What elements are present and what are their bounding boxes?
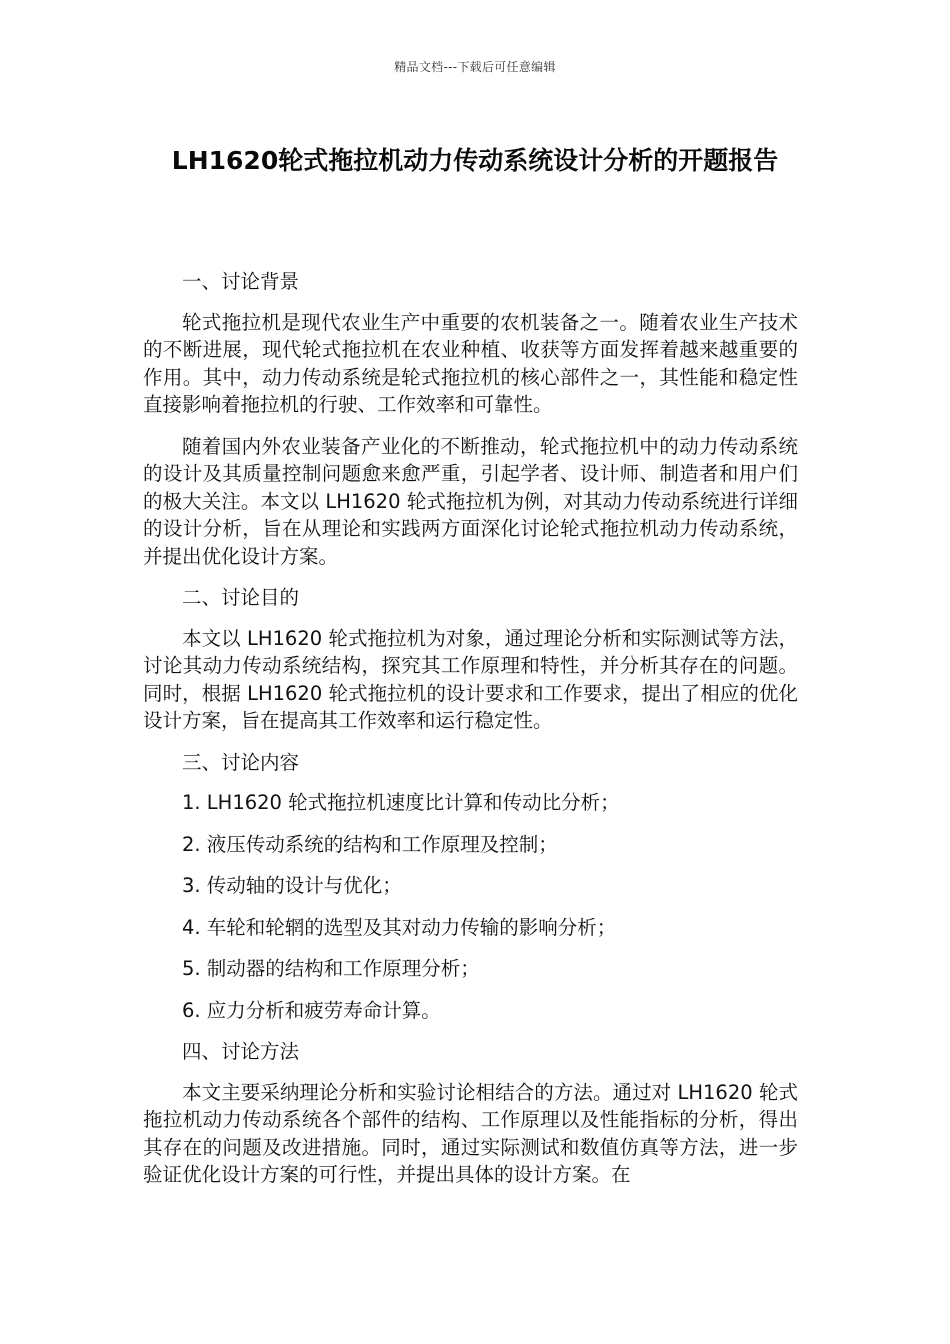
content-list-item-6: 6. 应力分析和疲劳寿命计算。: [182, 998, 441, 1022]
section-heading-background: 一、讨论背景: [182, 270, 300, 293]
content-list-item-1: 1. LH1620 轮式拖拉机速度比计算和传动比分析；: [182, 791, 620, 814]
section-heading-purpose: 二、讨论目的: [182, 586, 300, 609]
content-list-item-2: 2. 液压传动系统的结构和工作原理及控制；: [182, 832, 558, 856]
section-heading-content: 三、讨论内容: [182, 750, 300, 774]
purpose-paragraph: 本文以 LH1620 轮式拖拉机为对象，通过理论分析和实际测试等方法，讨论其动力传动系统结构，探究其工作原理和特性，并分析其存在的问题。同时，根据 LH1620 轮式拖拉机的设计要求和工作要求，提出了相应的优化设计方案，旨在提高其工作效率和运行稳定性。: [143, 626, 798, 732]
document-title: LH1620轮式拖拉机动力传动系统设计分析的开题报告: [171, 146, 779, 175]
background-paragraph-1: 轮式拖拉机是现代农业生产中重要的农机装备之一。随着农业生产技术的不断进展，现代轮式拖拉机在农业种植、收获等方面发挥着越来越重要的作用。其中，动力传动系统是轮式拖拉机的核心部件之一，其性能和稳定性直接影响着拖拉机的行驶、工作效率和可靠性。: [143, 310, 798, 416]
content-list-item-3: 3. 传动轴的设计与优化；: [182, 874, 402, 897]
header-note: 精品文档---下载后可任意编辑: [394, 60, 556, 74]
content-list-item-5: 5. 制动器的结构和工作原理分析；: [182, 957, 480, 980]
background-paragraph-2: 随着国内外农业装备产业化的不断推动，轮式拖拉机中的动力传动系统的设计及其质量控制问题愈来愈严重，引起学者、设计师、制造者和用户们的极大关注。本文以 LH1620 轮式拖拉机为例，对其动力传动系统进行详细的设计分析，旨在从理论和实践两方面深化讨论轮式拖拉机动力传动系统，并提出优化设计方案。: [143, 434, 798, 568]
content-list-item-4: 4. 车轮和轮辋的选型及其对动力传输的影响分析；: [182, 915, 617, 939]
method-paragraph: 本文主要采纳理论分析和实验讨论相结合的方法。通过对 LH1620 轮式拖拉机动力传动系统各个部件的结构、工作原理以及性能指标的分析，得出其存在的问题及改进措施。同时，通过实际测试和数值仿真等方法，进一步验证优化设计方案的可行性，并提出具体的设计方案。在: [143, 1080, 798, 1186]
section-heading-method: 四、讨论方法: [182, 1040, 300, 1063]
document-body: [143, 268, 798, 1203]
